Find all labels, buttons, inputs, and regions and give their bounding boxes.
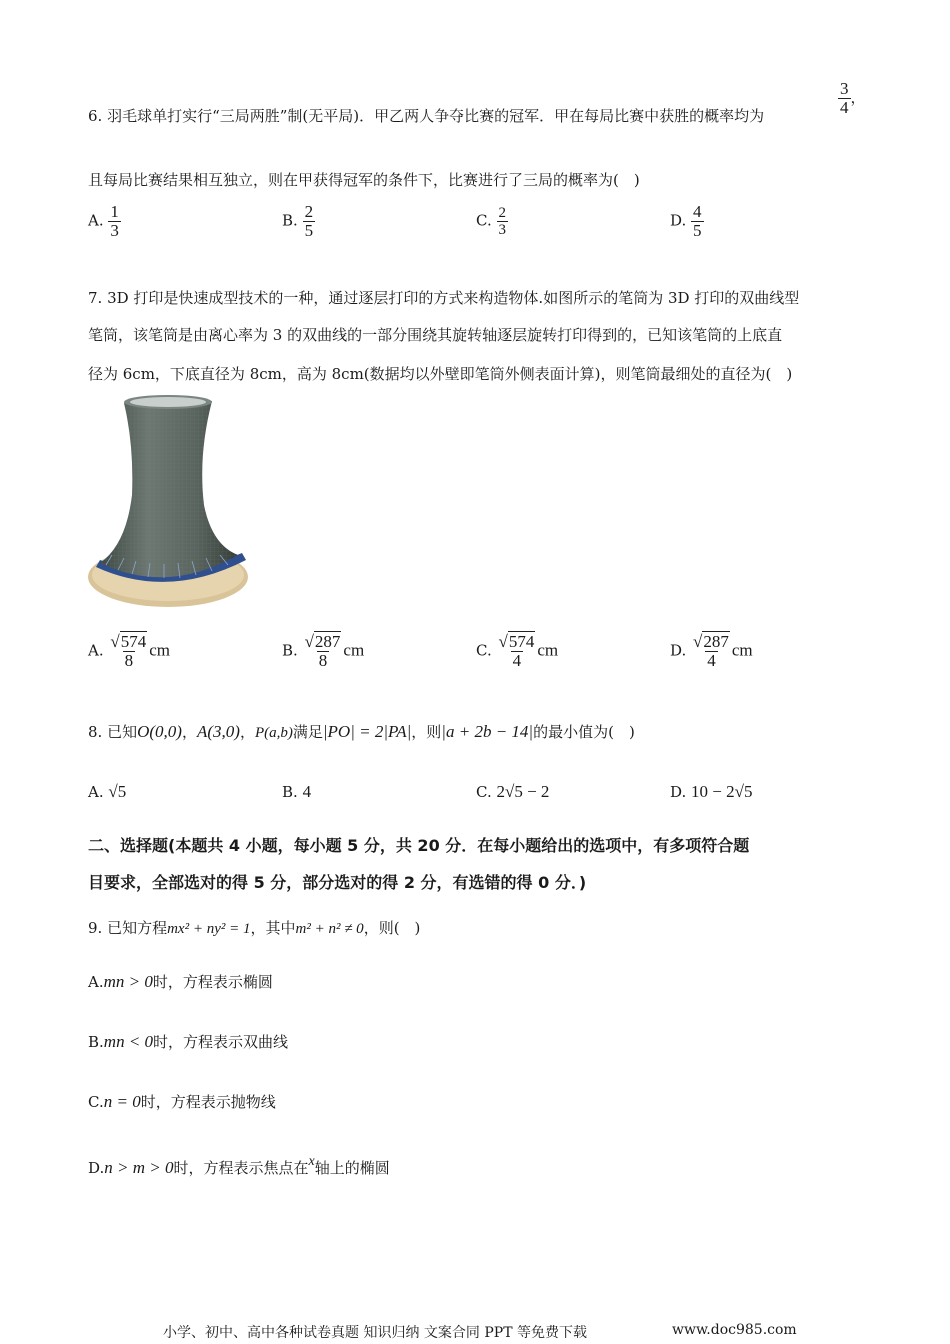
q9-option-d[interactable]: D.n > m > 0时，方程表示焦点在x轴上的椭圆 [88, 1154, 390, 1177]
q8-option-c[interactable]: C. 2√5 − 2 [476, 782, 550, 801]
q9-option-c[interactable]: C.n = 0时，方程表示抛物线 [88, 1092, 276, 1111]
q6-option-a[interactable]: A. $\frac{1}{3}$ [88, 202, 119, 240]
q7-option-d[interactable]: D. $\frac{√287}{4}$ cm [670, 632, 753, 670]
q7-option-b[interactable]: B. $\frac{√287}{8}$ cm [282, 632, 365, 670]
q7-option-c[interactable]: C. $\frac{√574}{4}$ cm [476, 632, 559, 670]
q8-option-a[interactable]: A. √5 [88, 782, 127, 801]
q9-stem: 9. 已知方程mx² + ny² = 1，其中m² + n² ≠ 0，则( ) [88, 919, 421, 937]
footer-url[interactable]: www.doc985.com [672, 1322, 797, 1338]
footer-text: 小学、初中、高中各种试卷真题 知识归纳 文案合同 PPT 等免费下载 [163, 1325, 587, 1341]
q6-line2: 且每局比赛结果相互独立，则在甲获得冠军的条件下，比赛进行了三局的概率为( ) [88, 171, 640, 189]
q9-option-a[interactable]: A.mn > 0时，方程表示椭圆 [88, 972, 273, 991]
q8-option-d[interactable]: D. 10 − 2√5 [670, 782, 753, 801]
q6-option-b[interactable]: B. $\frac{2}{5}$ [282, 202, 314, 240]
q7-option-a[interactable]: A. $\frac{√574}{8}$ cm [88, 632, 171, 670]
q9-option-b[interactable]: B.mn < 0时，方程表示双曲线 [88, 1032, 289, 1051]
q8-stem: 8. 已知O(0,0)，A(3,0)，P(a,b)满足|PO| = 2|PA|，则|a + 2b − 14|的最小值为( ) [88, 722, 635, 741]
q6-option-c[interactable]: C. $\frac{2}{3}$ [476, 205, 506, 238]
section2-heading-line1: 二、选择题(本题共 4 小题，每小题 5 分，共 20 分．在每小题给出的选项中，有多项符合题 [88, 836, 750, 855]
q6-option-d[interactable]: D. $\frac{4}{5}$ [670, 202, 702, 240]
q6-probability-fraction: $\frac{3}{4}$ ， [840, 79, 866, 117]
q6-line1: 6. 羽毛球单打实行“三局两胜”制(无平局)．甲乙两人争夺比赛的冠军．甲在每局比赛中获胜的概率均为 [88, 107, 765, 125]
q7-line3: 径为 6cm，下底直径为 8cm，高为 8cm(数据均以外壁即笔筒外侧表面计算)，则笔筒最细处的直径为( ) [88, 365, 793, 383]
q7-line2: 笔筒，该笔筒是由离心率为 3 的双曲线的一部分围绕其旋转轴逐层旋转打印得到的，已知该笔筒的上底直 [88, 326, 783, 344]
section2-heading-line2: 目要求，全部选对的得 5 分，部分选对的得 2 分，有选错的得 0 分．) [88, 873, 587, 892]
pen-holder-figure [86, 395, 256, 614]
q7-line1: 7. 3D 打印是快速成型技术的一种，通过逐层打印的方式来构造物体.如图所示的笔筒为 3D 打印的双曲线型 [88, 289, 800, 307]
q8-option-b[interactable]: B. 4 [282, 782, 312, 801]
